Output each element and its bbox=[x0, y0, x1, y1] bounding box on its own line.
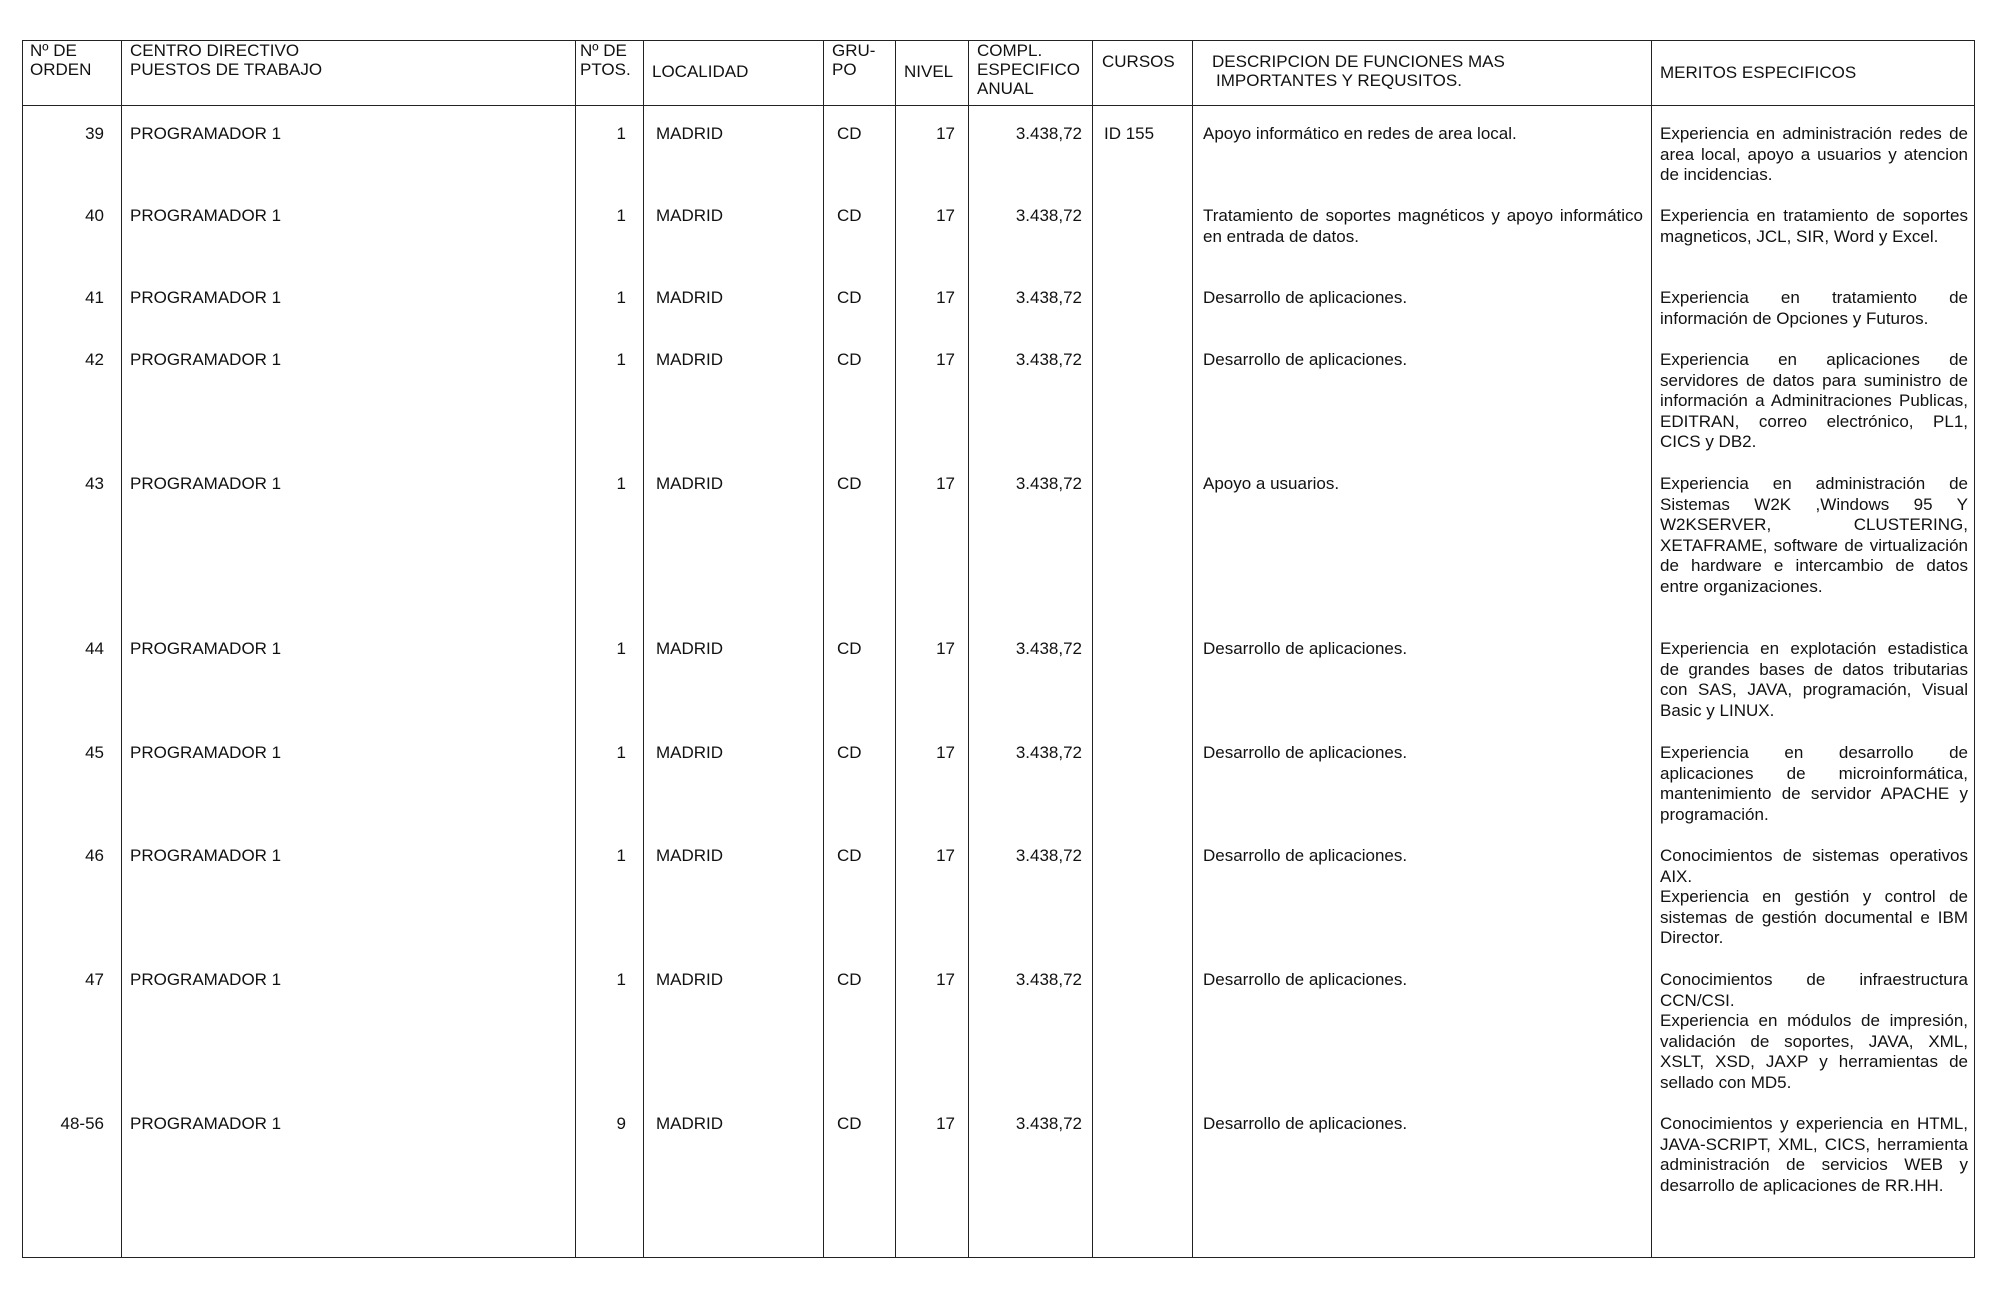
cell-nivel: 17 bbox=[936, 743, 955, 762]
cell-descripcion: Desarrollo de aplicaciones. bbox=[1203, 1114, 1408, 1133]
header-localidad: LOCALIDAD bbox=[652, 62, 749, 81]
cell-orden: 42 bbox=[85, 350, 104, 369]
cell-grupo: CD bbox=[837, 846, 862, 865]
cell-descripcion: Desarrollo de aplicaciones. bbox=[1203, 350, 1408, 369]
cell-meritos: Experiencia en explotación estadistica de grandes bases de datos tributarias con SAS, JAVA, programación, Visual Basic y LINUX. bbox=[1660, 639, 1968, 720]
cell-meritos: Conocimientos y experiencia en HTML, JAVA-SCRIPT, XML, CICS, herramienta administración de servicios WEB y desarrollo de aplicaciones de RR.HH. bbox=[1660, 1114, 1968, 1195]
cell-localidad: MADRID bbox=[656, 1114, 724, 1133]
cell-meritos: Conocimientos de infraestructura CCN/CSI. Experiencia en módulos de impresión, validación de soportes, JAVA, XML, XSLT, XSD, JAXP y herramientas de sellado con MD5. bbox=[1660, 970, 1968, 1092]
header-ptos bbox=[580, 41, 631, 79]
cell-orden: 40 bbox=[85, 206, 104, 225]
header-meritos: MERITOS ESPECIFICOS bbox=[1660, 63, 1857, 82]
cell-meritos: Experiencia en aplicaciones de servidores de datos para suministro de información a Adminitraciones Publicas, EDITRAN, correo electrónico, PL1, CICS y DB2. bbox=[1660, 350, 1968, 451]
header-line: Nº DE bbox=[30, 41, 77, 60]
cell-grupo: CD bbox=[837, 743, 862, 762]
cell-ptos: 1 bbox=[616, 743, 626, 762]
cell-puesto: PROGRAMADOR 1 bbox=[130, 743, 282, 762]
cell-ptos: 1 bbox=[616, 206, 626, 225]
cell-descripcion: Desarrollo de aplicaciones. bbox=[1203, 639, 1408, 658]
column-divider bbox=[1192, 40, 1193, 1258]
cell-orden: 43 bbox=[85, 474, 104, 493]
header-line: ESPECIFICO bbox=[977, 60, 1080, 79]
header-line: PTOS. bbox=[580, 60, 631, 79]
cell-nivel: 17 bbox=[936, 639, 955, 658]
cell-compl: 3.438,72 bbox=[1015, 639, 1082, 658]
cell-descripcion: Desarrollo de aplicaciones. bbox=[1203, 288, 1408, 307]
cell-grupo: CD bbox=[837, 124, 862, 143]
cell-localidad: MADRID bbox=[656, 206, 724, 225]
cell-compl: 3.438,72 bbox=[1015, 288, 1082, 307]
cell-ptos: 1 bbox=[616, 288, 626, 307]
column-divider bbox=[1092, 40, 1093, 1258]
cell-grupo: CD bbox=[837, 639, 862, 658]
cell-nivel: 17 bbox=[936, 846, 955, 865]
cell-ptos: 1 bbox=[616, 124, 626, 143]
cell-ptos: 1 bbox=[616, 846, 626, 865]
header-line: PUESTOS DE TRABAJO bbox=[130, 60, 323, 79]
cell-descripcion: Apoyo a usuarios. bbox=[1203, 474, 1340, 493]
cell-puesto: PROGRAMADOR 1 bbox=[130, 124, 282, 143]
cell-meritos: Experiencia en desarrollo de aplicaciones de microinformática, mantenimiento de servidor APACHE y programación. bbox=[1660, 743, 1968, 824]
cell-puesto: PROGRAMADOR 1 bbox=[130, 970, 282, 989]
cell-ptos: 1 bbox=[616, 970, 626, 989]
cell-descripcion: Apoyo informático en redes de area local. bbox=[1203, 124, 1517, 143]
cell-puesto: PROGRAMADOR 1 bbox=[130, 474, 282, 493]
header-line: COMPL. bbox=[977, 41, 1043, 60]
cell-grupo: CD bbox=[837, 474, 862, 493]
header-line: ANUAL bbox=[977, 79, 1034, 98]
header-divider bbox=[22, 105, 1975, 106]
cell-descripcion: Desarrollo de aplicaciones. bbox=[1203, 846, 1408, 865]
column-divider bbox=[968, 40, 969, 1258]
cell-puesto: PROGRAMADOR 1 bbox=[130, 846, 282, 865]
header-compl bbox=[977, 41, 1080, 98]
cell-orden: 46 bbox=[85, 846, 104, 865]
cell-meritos: Experiencia en tratamiento de información de Opciones y Futuros. bbox=[1660, 288, 1968, 328]
cell-grupo: CD bbox=[837, 288, 862, 307]
cell-orden: 48-56 bbox=[60, 1114, 104, 1133]
cell-cursos: ID 155 bbox=[1104, 124, 1155, 143]
header-line: GRU- bbox=[832, 41, 876, 60]
header-orden bbox=[30, 41, 91, 79]
cell-nivel: 17 bbox=[936, 970, 955, 989]
cell-compl: 3.438,72 bbox=[1015, 206, 1082, 225]
cell-grupo: CD bbox=[837, 1114, 862, 1133]
cell-nivel: 17 bbox=[936, 288, 955, 307]
header-descripcion bbox=[1212, 52, 1505, 90]
cell-grupo: CD bbox=[837, 206, 862, 225]
column-divider bbox=[575, 40, 576, 1258]
header-line: DESCRIPCION DE FUNCIONES MAS bbox=[1212, 52, 1505, 71]
header-nivel: NIVEL bbox=[904, 62, 954, 81]
cell-grupo: CD bbox=[837, 350, 862, 369]
cell-nivel: 17 bbox=[936, 350, 955, 369]
cell-compl: 3.438,72 bbox=[1015, 474, 1082, 493]
header-cursos: CURSOS bbox=[1102, 52, 1175, 71]
cell-ptos: 1 bbox=[616, 639, 626, 658]
cell-compl: 3.438,72 bbox=[1015, 1114, 1082, 1133]
cell-puesto: PROGRAMADOR 1 bbox=[130, 1114, 282, 1133]
cell-compl: 3.438,72 bbox=[1015, 350, 1082, 369]
cell-descripcion: Desarrollo de aplicaciones. bbox=[1203, 970, 1408, 989]
cell-localidad: MADRID bbox=[656, 846, 724, 865]
cell-puesto: PROGRAMADOR 1 bbox=[130, 288, 282, 307]
cell-nivel: 17 bbox=[936, 474, 955, 493]
column-divider bbox=[895, 40, 896, 1258]
cell-localidad: MADRID bbox=[656, 288, 724, 307]
cell-localidad: MADRID bbox=[656, 970, 724, 989]
cell-localidad: MADRID bbox=[656, 639, 724, 658]
cell-meritos: Experiencia en tratamiento de soportes magneticos, JCL, SIR, Word y Excel. bbox=[1660, 206, 1968, 246]
cell-ptos: 9 bbox=[616, 1114, 626, 1133]
cell-compl: 3.438,72 bbox=[1015, 970, 1082, 989]
cell-meritos: Experiencia en administración redes de area local, apoyo a usuarios y atencion de incidencias. bbox=[1660, 124, 1968, 184]
cell-nivel: 17 bbox=[936, 124, 955, 143]
cell-nivel: 17 bbox=[936, 1114, 955, 1133]
cell-orden: 47 bbox=[85, 970, 104, 989]
header-line: IMPORTANTES Y REQUSITOS. bbox=[1216, 71, 1462, 90]
cell-puesto: PROGRAMADOR 1 bbox=[130, 350, 282, 369]
header-line: ORDEN bbox=[30, 60, 92, 79]
cell-orden: 45 bbox=[85, 743, 104, 762]
cell-puesto: PROGRAMADOR 1 bbox=[130, 639, 282, 658]
header-line: CENTRO DIRECTIVO bbox=[130, 41, 300, 60]
header-line: Nº DE bbox=[580, 41, 627, 60]
cell-localidad: MADRID bbox=[656, 743, 724, 762]
cell-orden: 41 bbox=[85, 288, 104, 307]
cell-localidad: MADRID bbox=[656, 124, 724, 143]
cell-compl: 3.438,72 bbox=[1015, 743, 1082, 762]
cell-orden: 39 bbox=[85, 124, 104, 143]
header-grupo bbox=[832, 41, 875, 79]
cell-localidad: MADRID bbox=[656, 350, 724, 369]
cell-ptos: 1 bbox=[616, 350, 626, 369]
header-line: PO bbox=[832, 60, 857, 79]
cell-meritos: Experiencia en administración de Sistemas W2K ,Windows 95 Y W2KSERVER, CLUSTERING, XETAFRAME, software de virtualización de hardware e intercambio de datos entre organizaciones. bbox=[1660, 474, 1968, 596]
cell-compl: 3.438,72 bbox=[1015, 846, 1082, 865]
cell-puesto: PROGRAMADOR 1 bbox=[130, 206, 282, 225]
column-divider bbox=[643, 40, 644, 1258]
header-centro bbox=[130, 41, 322, 79]
column-divider bbox=[1651, 40, 1652, 1258]
cell-descripcion: Desarrollo de aplicaciones. bbox=[1203, 743, 1408, 762]
cell-ptos: 1 bbox=[616, 474, 626, 493]
column-divider bbox=[121, 40, 122, 1258]
cell-localidad: MADRID bbox=[656, 474, 724, 493]
cell-nivel: 17 bbox=[936, 206, 955, 225]
cell-compl: 3.438,72 bbox=[1015, 124, 1082, 143]
cell-meritos: Conocimientos de sistemas operativos AIX. Experiencia en gestión y control de sistemas de gestión documental e IBM Director. bbox=[1660, 846, 1968, 947]
column-divider bbox=[823, 40, 824, 1258]
cell-grupo: CD bbox=[837, 970, 862, 989]
cell-descripcion: Tratamiento de soportes magnéticos y apoyo informático en entrada de datos. bbox=[1203, 206, 1643, 246]
cell-orden: 44 bbox=[85, 639, 104, 658]
